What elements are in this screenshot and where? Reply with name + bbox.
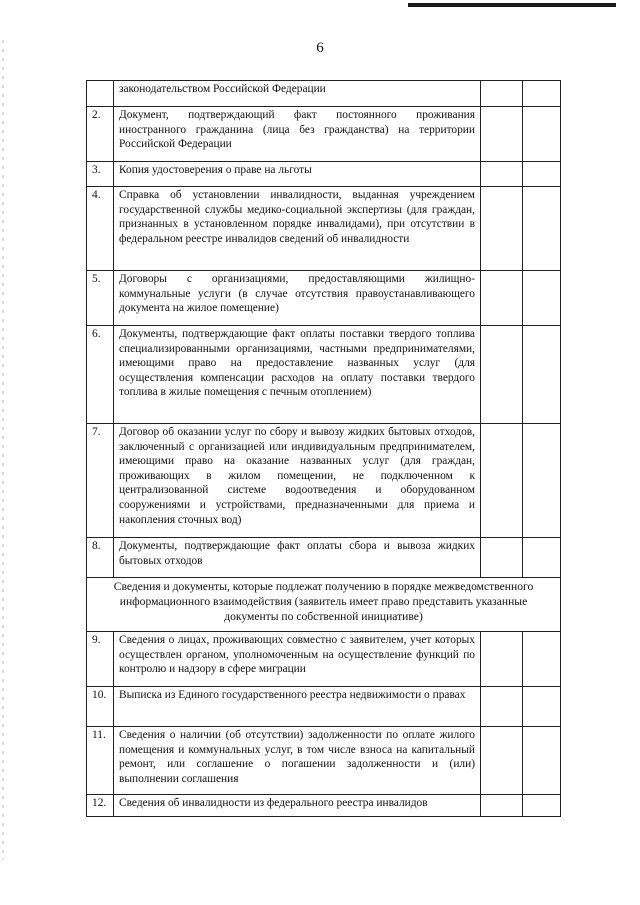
- row-mark-cell: [481, 107, 523, 162]
- row-mark-cell: [523, 162, 561, 187]
- row-mark-cell: [481, 326, 523, 424]
- row-text: Выписка из Единого государственного реестра недвижимости о правах: [114, 687, 481, 727]
- section-header-row: [87, 578, 561, 632]
- row-mark-cell: [523, 271, 561, 326]
- row-text: Сведения об инвалидности из федерального реестра инвалидов: [114, 795, 481, 817]
- row-mark-cell: [481, 538, 523, 578]
- row-mark-cell: [523, 424, 561, 538]
- row-mark-cell: [481, 632, 523, 687]
- documents-table: [86, 80, 561, 817]
- row-text: законодательством Российской Федерации: [114, 81, 481, 107]
- row-mark-cell: [481, 162, 523, 187]
- table-row: [87, 187, 561, 271]
- table-row: [87, 632, 561, 687]
- table-row: [87, 687, 561, 727]
- row-number: 3.: [87, 162, 114, 187]
- table-row: [87, 107, 561, 162]
- row-mark-cell: [481, 795, 523, 817]
- row-mark-cell: [481, 187, 523, 271]
- row-mark-cell: [523, 538, 561, 578]
- row-mark-cell: [523, 187, 561, 271]
- row-number: 12.: [87, 795, 114, 817]
- row-text: Сведения о лицах, проживающих совместно с заявителем, учет которых осуществлен органом, уполномоченным на осуществление функций по контролю и надзору в сфере миграции: [114, 632, 481, 687]
- row-text: Копия удостоверения о праве на льготы: [114, 162, 481, 187]
- row-number: 9.: [87, 632, 114, 687]
- row-text: Договоры с организациями, предоставляющими жилищно-коммунальные услуги (в случае отсутствия правоустанавливающего документа на жилое помещение): [114, 271, 481, 326]
- row-number: [87, 81, 114, 107]
- row-number: 8.: [87, 538, 114, 578]
- table-row: [87, 81, 561, 107]
- row-mark-cell: [523, 687, 561, 727]
- row-number: 2.: [87, 107, 114, 162]
- row-text: Сведения о наличии (об отсутствии) задолженности по оплате жилого помещения и коммунальных услуг, в том числе взноса на капитальный ремонт, или соглашение о погашении задолженности и (или) выполнении соглашения: [114, 727, 481, 795]
- table-row: [87, 424, 561, 538]
- row-mark-cell: [523, 81, 561, 107]
- row-text: Документы, подтверждающие факт оплаты сбора и вывоза жидких бытовых отходов: [114, 538, 481, 578]
- row-number: 10.: [87, 687, 114, 727]
- row-number: 4.: [87, 187, 114, 271]
- row-mark-cell: [523, 795, 561, 817]
- row-number: 6.: [87, 326, 114, 424]
- row-text: Документ, подтверждающий факт постоянного проживания иностранного гражданина (лица без гражданства) на территории Российской Федерации: [114, 107, 481, 162]
- table-row: [87, 795, 561, 817]
- row-number: 11.: [87, 727, 114, 795]
- row-mark-cell: [481, 81, 523, 107]
- row-number: 5.: [87, 271, 114, 326]
- row-mark-cell: [523, 107, 561, 162]
- table-row: [87, 326, 561, 424]
- row-mark-cell: [481, 687, 523, 727]
- top-edge-mark: [408, 3, 616, 7]
- row-mark-cell: [523, 632, 561, 687]
- row-text: Договор об оказании услуг по сбору и вывозу жидких бытовых отходов, заключенный с организацией или индивидуальным предпринимателем, имеющими право на оказание названных услуг (для граждан, проживающих в жилом помещении, не подключенном к централизованной системе водоотведения и оборудованном сооружениями и устройствами, предназначенными для приема и накопления сточных вод): [114, 424, 481, 538]
- section-header: Сведения и документы, которые подлежат получению в порядке межведомственного информационного взаимодействия (заявитель имеет право представить указанные документы по собственной инициативе): [87, 578, 561, 632]
- row-mark-cell: [481, 727, 523, 795]
- row-number: 7.: [87, 424, 114, 538]
- row-mark-cell: [523, 326, 561, 424]
- scan-edge-artifact: [2, 40, 4, 860]
- row-text: Документы, подтверждающие факт оплаты поставки твердого топлива специализированными организациями, частными предпринимателями, имеющими право на предоставление названных услуг (для осуществления компенсации расходов на оплату поставки твердого топлива в жилые помещения с печным отоплением): [114, 326, 481, 424]
- page-number: 6: [316, 40, 324, 56]
- table-row: [87, 727, 561, 795]
- table-row: [87, 162, 561, 187]
- row-mark-cell: [481, 271, 523, 326]
- table-row: [87, 271, 561, 326]
- row-mark-cell: [481, 424, 523, 538]
- row-mark-cell: [523, 727, 561, 795]
- row-text: Справка об установлении инвалидности, выданная учреждением государственной службы медико-социальной экспертизы (для граждан, признанных в установленном порядке инвалидами), при отсутствии в федеральном реестре инвалидов сведений об инвалидности: [114, 187, 481, 271]
- table-row: [87, 538, 561, 578]
